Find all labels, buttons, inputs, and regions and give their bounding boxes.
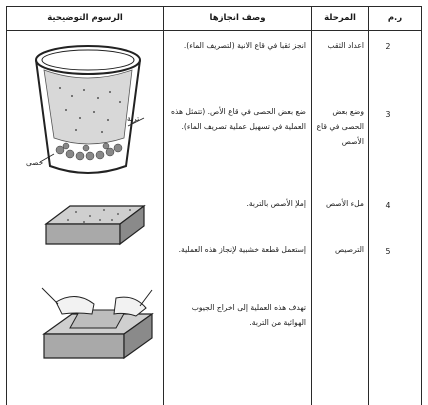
description-cell: إستعمل قطعة خشبية لإنجاز هذه العملية. xyxy=(178,245,306,254)
stage-cell: ملء الأصص xyxy=(326,199,364,208)
header-divider xyxy=(6,30,422,31)
stage-cell: وضع بعض الحصى في قاع الأصص xyxy=(316,107,364,146)
label-soil: تربة xyxy=(127,114,140,123)
description-cell: ضع بعض الحصى في قاع الأص. (تتمثل هذه العملية في تسهيل عملية تصريف الماء). xyxy=(171,107,306,131)
table-border-right xyxy=(421,6,422,405)
row-number: 3 xyxy=(385,110,391,119)
header-drawings: الرسوم التوضيحية xyxy=(47,13,123,23)
stage-cell: اعداد الثقب xyxy=(327,41,364,50)
note-cell: تهدف هذه العملية إلى اخراج الجيوب الهوائية من التربة. xyxy=(191,303,306,327)
table-border-top xyxy=(6,6,422,7)
description-cell: إملإ الأصص بالتربة. xyxy=(246,199,306,208)
header-description: وصف انجازها xyxy=(209,13,266,23)
description-cell: انجز ثقبا في قاع الانية (لتصريف الماء). xyxy=(183,41,306,50)
row-number: 4 xyxy=(385,201,391,210)
table-border-left xyxy=(6,6,7,405)
column-divider xyxy=(163,6,164,405)
row-number: 5 xyxy=(385,247,391,256)
row-number: 2 xyxy=(385,42,391,51)
column-divider xyxy=(311,6,312,405)
header-number: ر.م xyxy=(387,13,403,23)
stage-cell: الترصيص xyxy=(335,245,364,254)
tamping-illustration xyxy=(36,284,160,388)
label-gravel: حصى xyxy=(26,158,44,167)
soil-tray-illustration xyxy=(40,196,150,262)
header-stage: المرحلة xyxy=(324,13,356,23)
column-divider xyxy=(368,6,369,405)
